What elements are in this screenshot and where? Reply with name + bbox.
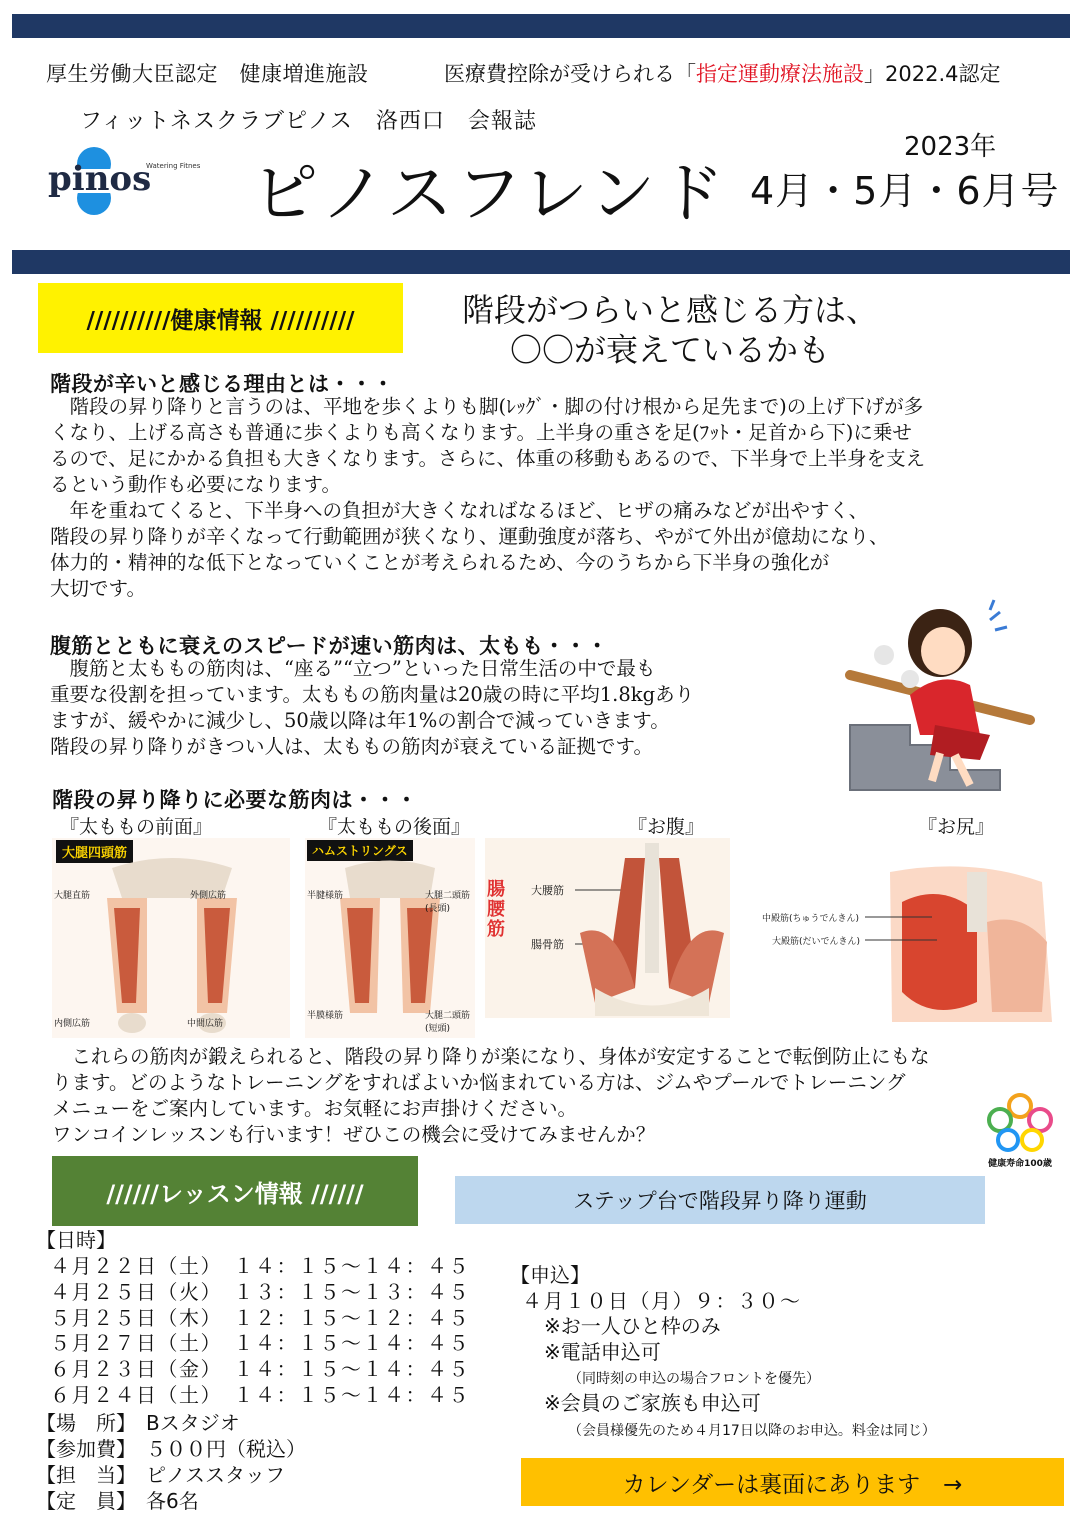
apply-note-family-detail: （会員様優先のため４月17日以降のお申込。料金は同じ） — [568, 1423, 936, 1439]
schedule-row: ６月２４日（土） １４：１５～１４：４５ — [50, 1382, 470, 1407]
part-rectus-femoris: 大腿直筋 — [54, 891, 91, 901]
calendar-note-banner: カレンダーは裏面にあります → — [521, 1458, 1064, 1506]
muscle-label-abdomen: 『お腹』 — [628, 816, 705, 838]
apply-note-family: ※会員のご家族も申込可 — [544, 1391, 761, 1415]
part-semitendinosus: 半腱様筋 — [307, 891, 344, 901]
schedule-row: ６月２３日（金） １４：１５～１４：４５ — [50, 1357, 470, 1382]
designated-facility-label: 指定運動療法施設 — [696, 62, 864, 86]
apply-note-phone-detail: （同時刻の申込の場合フロントを優先） — [568, 1371, 820, 1387]
schedule-header: 【日時】 — [36, 1228, 116, 1252]
section-body-benefits: これらの筋肉が鍛えられると、階段の昇り降りが楽になり、身体が安定することで転倒防止にもな ります。どのようなトレーニングをすればよいか悩まれている方は、ジムやプールでトレーニング メニューをご案内しています。お気軽にお声掛けください。 ワンコインレッスンも行います！ぜひこの機会に受けてみませんか？ — [52, 1045, 930, 1146]
health-longevity-badge — [982, 1092, 1058, 1172]
part-vastus-medialis: 内側広筋 — [54, 1019, 91, 1029]
detail-capacity: 【定 員】 各6名 — [36, 1489, 199, 1513]
schedule-row: ４月２２日（土） １４：１５～１４：４５ — [50, 1254, 470, 1278]
issue-months: 4月・5月・6月号 — [750, 169, 1060, 213]
header-divider-bar — [12, 250, 1070, 274]
hamstrings-badge: ハムストリングス — [307, 840, 413, 861]
stair-climbing-illustration — [840, 585, 1045, 795]
section-title-thigh: 腹筋とともに衰えのスピードが速い筋肉は、太もも・・・ — [50, 634, 609, 658]
part-gluteus-maximus: 大殿筋(だいでんきん) — [772, 937, 861, 947]
lesson-title: ステップ台で階段昇り降り運動 — [455, 1176, 985, 1224]
part-gluteus-medius: 中殿筋(ちゅうでんきん) — [762, 914, 860, 924]
health-headline: 階段がつらいと感じる方は、 〇〇が衰えているかも — [461, 291, 878, 369]
part-psoas-major: 大腰筋 — [531, 884, 564, 897]
section-body-reasons: 階段の昇り降りと言うのは、平地を歩くよりも脚(ﾚｯｸﾞ・脚の付け根から足先まで)の上げ下げが多 くなり、上げる高さも普通に歩くよりも高くなります。上半身の重さを足(ﾌｯﾄ・足首から下)に乗せ るので、足にかかる負担も大きくなります。さらに、体重の移動もあるので、下半身で上半身を支え るという動作も必要になります。 年を重ねてくると、下半身への負担が大きくなればなるほど、ヒザの痛みなどが出やすく、 階段の昇り降りが辛くなって行動範囲が狭くなり、運動強度が落ち、やがて外出が億劫になり、 体力的・精神的な低下となっていくことが考えられるため、今のうちから下半身の強化が 大切です。 — [50, 395, 926, 600]
gluteal-figure — [762, 862, 1062, 1022]
club-name: フィットネスクラブピノス 洛西口 会報誌 — [80, 109, 537, 134]
apply-date: ４月１０日（月）９：３０～ — [522, 1289, 802, 1313]
schedule-row: ５月２７日（土） １４：１５～１４：４５ — [50, 1331, 470, 1356]
apply-note-phone: ※電話申込可 — [544, 1340, 661, 1364]
schedule-list — [50, 1254, 470, 1409]
iliopsoas-badge: 腸腰筋 — [487, 879, 505, 940]
schedule-row: ４月２５日（火） １３：１５～１３：４５ — [50, 1279, 470, 1304]
apply-note-one-slot: ※お一人ひと枠のみ — [544, 1314, 721, 1338]
schedule-row: ５月２５日（木） １２：１５～１２：４５ — [50, 1305, 470, 1330]
muscle-label-buttocks: 『お尻』 — [918, 816, 995, 838]
section-title-reasons: 階段が辛いと感じる理由とは・・・ — [50, 372, 394, 396]
newsletter-title: ピノスフレンド — [252, 155, 728, 232]
quadriceps-figure — [52, 838, 290, 1038]
badge-caption: 健康寿命100歳 — [988, 1159, 1052, 1169]
certification-left: 厚生労働大臣認定 健康増進施設 — [46, 62, 369, 86]
part-biceps-femoris-long: 大腿二頭筋(長頭) — [425, 891, 471, 914]
detail-staff: 【担 当】 ピノススタッフ — [36, 1463, 285, 1487]
lesson-details — [36, 1410, 306, 1514]
detail-location: 【場 所】 Bスタジオ — [36, 1411, 240, 1435]
hamstrings-figure — [305, 838, 475, 1038]
apply-header: 【申込】 — [510, 1263, 590, 1287]
part-biceps-femoris-short: 大腿二頭筋(短頭) — [425, 1011, 471, 1034]
part-semimembranosus: 半膜様筋 — [307, 1011, 344, 1021]
part-vastus-intermedius: 中間広筋 — [187, 1019, 224, 1029]
muscle-label-front-thigh: 『太ももの前面』 — [60, 816, 213, 838]
pinos-logo — [48, 142, 200, 218]
certification-right: 医療費控除が受けられる「指定運動療法施設」2022.4認定 — [444, 62, 1001, 86]
muscle-label-back-thigh: 『太ももの後面』 — [318, 816, 471, 838]
detail-fee: 【参加費】 ５００円（税込） — [36, 1437, 306, 1461]
part-iliacus: 腸骨筋 — [531, 938, 564, 951]
logo-tagline: Watering Fitness — [146, 162, 200, 170]
health-info-tag: //////////健康情報 ////////// — [38, 283, 403, 353]
issue-year: 2023年 — [904, 132, 997, 162]
iliopsoas-figure — [485, 838, 730, 1018]
logo-wordmark: pinos — [48, 159, 152, 199]
top-header-bar — [12, 14, 1070, 38]
quadriceps-badge: 大腿四頭筋 — [56, 840, 133, 863]
lesson-info-tag: //////レッスン情報 ////// — [52, 1156, 418, 1226]
section-body-thigh: 腹筋と太ももの筋肉は、“座る”“立つ”といった日常生活の中で最も 重要な役割を担っています。太ももの筋肉量は20歳の時に平均1.8kgあり ますが、緩やかに減少し、50歳以降は年1%の割合で減っていきます。 階段の昇り降りがきつい人は、太ももの筋肉が衰えている証拠です。 — [50, 657, 695, 758]
section-title-muscles: 階段の昇り降りに必要な筋肉は・・・ — [52, 788, 418, 812]
part-vastus-lateralis: 外側広筋 — [190, 891, 227, 901]
